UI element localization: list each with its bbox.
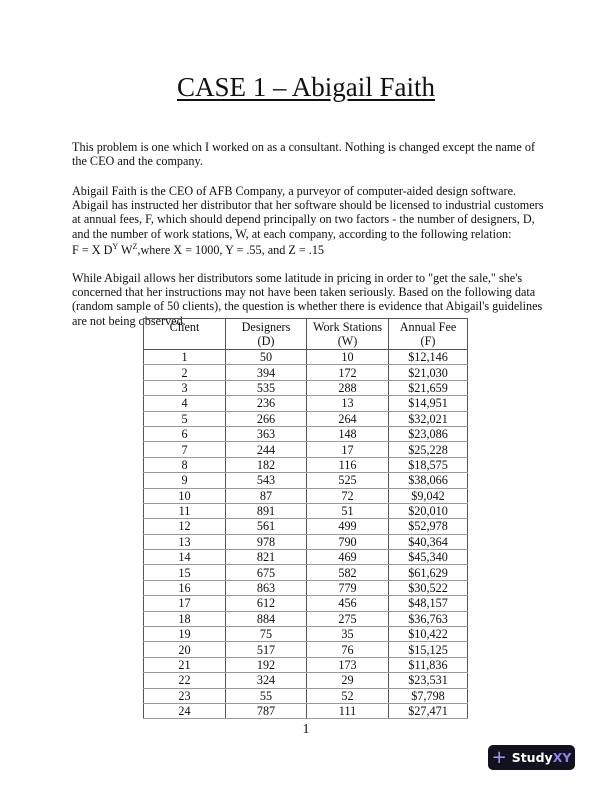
table-cell: 12: [144, 519, 226, 534]
table-cell: 19: [144, 627, 226, 642]
table-cell: 561: [226, 519, 307, 534]
table-cell: $23,086: [389, 426, 468, 441]
exponent-y: Y: [112, 242, 119, 251]
table-row: [144, 396, 468, 411]
table-cell: 525: [307, 473, 389, 488]
table-cell: $52,978: [389, 519, 468, 534]
table-cell: 6: [144, 426, 226, 441]
table-cell: 9: [144, 473, 226, 488]
table-cell: 2: [144, 365, 226, 380]
table-cell: 244: [226, 442, 307, 457]
table-cell: 17: [144, 596, 226, 611]
table-cell: 891: [226, 503, 307, 518]
table-row: [144, 565, 468, 580]
table-cell: 10: [144, 488, 226, 503]
table-cell: 10: [307, 350, 389, 365]
table-cell: 3: [144, 380, 226, 395]
table-cell: $40,364: [389, 534, 468, 549]
table-row: [144, 503, 468, 518]
table-cell: 173: [307, 657, 389, 672]
table-cell: $20,010: [389, 503, 468, 518]
table-cell: 23: [144, 688, 226, 703]
table-cell: 15: [144, 565, 226, 580]
table-cell: 787: [226, 703, 307, 718]
table-row: [144, 688, 468, 703]
table-row: [144, 411, 468, 426]
table-row: [144, 580, 468, 595]
table-row: [144, 611, 468, 626]
column-header: [307, 319, 389, 350]
table-cell: 55: [226, 688, 307, 703]
table-header-row: [144, 319, 468, 350]
table-cell: $45,340: [389, 550, 468, 565]
table-cell: 13: [307, 396, 389, 411]
table-row: [144, 426, 468, 441]
table-cell: 22: [144, 673, 226, 688]
table-cell: 543: [226, 473, 307, 488]
table-row: [144, 627, 468, 642]
table-row: [144, 642, 468, 657]
table-cell: 20: [144, 642, 226, 657]
table-cell: 1: [144, 350, 226, 365]
table-cell: $14,951: [389, 396, 468, 411]
table-row: [144, 473, 468, 488]
table-cell: $27,471: [389, 703, 468, 718]
table-cell: 192: [226, 657, 307, 672]
header-line-1: Work Stations: [312, 320, 383, 334]
table-cell: $30,522: [389, 580, 468, 595]
formula-rest: ,where X = 1000, Y = .55, and Z = .15: [137, 243, 325, 257]
formula: [72, 243, 547, 257]
table-cell: 35: [307, 627, 389, 642]
table-cell: $61,629: [389, 565, 468, 580]
table-cell: 76: [307, 642, 389, 657]
table-cell: 75: [226, 627, 307, 642]
table-row: [144, 657, 468, 672]
header-line-2: (F): [420, 334, 436, 348]
client-data-table: [143, 318, 468, 719]
table-cell: 675: [226, 565, 307, 580]
table-cell: 51: [307, 503, 389, 518]
table-cell: $23,531: [389, 673, 468, 688]
table-cell: $25,228: [389, 442, 468, 457]
table-cell: $21,030: [389, 365, 468, 380]
table-cell: 884: [226, 611, 307, 626]
column-header: [226, 319, 307, 350]
table-cell: 111: [307, 703, 389, 718]
table-cell: 13: [144, 534, 226, 549]
table-cell: 7: [144, 442, 226, 457]
table-row: [144, 365, 468, 380]
table-cell: 5: [144, 411, 226, 426]
table-row: [144, 442, 468, 457]
table-row: [144, 673, 468, 688]
table-row: [144, 457, 468, 472]
table-row: [144, 488, 468, 503]
table-cell: 779: [307, 580, 389, 595]
table-cell: 87: [226, 488, 307, 503]
table-cell: 790: [307, 534, 389, 549]
question-paragraph: While Abigail allows her distributors some latitude in pricing in order to "get the sale," she's concerned that her instructions may not have been taken seriously. Based on the following data (random sample of 50 clients), the question is whether there is evidence that Abigail's guidelines are not being observed.: [72, 271, 543, 328]
table-cell: 612: [226, 596, 307, 611]
table-cell: 363: [226, 426, 307, 441]
table-cell: $12,146: [389, 350, 468, 365]
document-title: CASE 1 – Abigail Faith: [176, 72, 436, 102]
plus-icon: +: [491, 746, 507, 768]
header-line-1: Designers: [241, 320, 291, 334]
table-cell: 29: [307, 673, 389, 688]
table-cell: 264: [307, 411, 389, 426]
table-cell: 182: [226, 457, 307, 472]
table-row: [144, 519, 468, 534]
studyxy-badge[interactable]: [488, 745, 575, 770]
exponent-z: Z: [132, 242, 138, 251]
table-cell: 17: [307, 442, 389, 457]
header-line-1: Client: [169, 320, 200, 334]
table-cell: 236: [226, 396, 307, 411]
table-cell: $7,798: [389, 688, 468, 703]
table-cell: 50: [226, 350, 307, 365]
table-cell: $9,042: [389, 488, 468, 503]
column-header: [389, 319, 468, 350]
table-cell: 72: [307, 488, 389, 503]
table-cell: $18,575: [389, 457, 468, 472]
header-line-2: (D): [257, 334, 275, 348]
table-cell: 266: [226, 411, 307, 426]
table-row: [144, 380, 468, 395]
badge-name: Study: [511, 750, 553, 765]
table-cell: 499: [307, 519, 389, 534]
badge-accent: XY: [552, 750, 572, 765]
table-cell: 11: [144, 503, 226, 518]
table-cell: $36,763: [389, 611, 468, 626]
table-cell: $48,157: [389, 596, 468, 611]
table-cell: 324: [226, 673, 307, 688]
table-row: [144, 350, 468, 365]
table-cell: 4: [144, 396, 226, 411]
table-cell: $32,021: [389, 411, 468, 426]
table-cell: 582: [307, 565, 389, 580]
table-cell: 288: [307, 380, 389, 395]
table-row: [144, 550, 468, 565]
column-header: [144, 319, 226, 350]
table-row: [144, 534, 468, 549]
formula-lhs: F = X D: [72, 243, 113, 257]
table-cell: 16: [144, 580, 226, 595]
table-cell: 148: [307, 426, 389, 441]
table-cell: 24: [144, 703, 226, 718]
table-cell: 469: [307, 550, 389, 565]
table-cell: 863: [226, 580, 307, 595]
table-row: [144, 703, 468, 718]
header-line-2: [144, 334, 225, 348]
table-cell: 14: [144, 550, 226, 565]
table-cell: $11,836: [389, 657, 468, 672]
table-cell: 21: [144, 657, 226, 672]
table-cell: 52: [307, 688, 389, 703]
table-cell: 116: [307, 457, 389, 472]
table-cell: 172: [307, 365, 389, 380]
table-cell: $21,659: [389, 380, 468, 395]
table-cell: 821: [226, 550, 307, 565]
table-cell: $38,066: [389, 473, 468, 488]
header-line-2: (W): [337, 334, 358, 348]
intro-paragraph: This problem is one which I worked on as a consultant. Nothing is changed except the name of the CEO and the company.: [72, 140, 536, 169]
table-row: [144, 596, 468, 611]
formula-w: W: [118, 243, 133, 257]
table-cell: 18: [144, 611, 226, 626]
background-paragraph: Abigail Faith is the CEO of AFB Company, a purveyor of computer-aided design software. Abigail has instructed her distributor that her software should be licensed to industrial customers at annual fees, F, which should depend principally on two factors - the number of designers, D, and the number of work stations, W, at each company, according to the following relation:: [72, 184, 544, 241]
table-cell: $10,422: [389, 627, 468, 642]
table-cell: 978: [226, 534, 307, 549]
table-cell: $15,125: [389, 642, 468, 657]
table-cell: 8: [144, 457, 226, 472]
table-cell: 275: [307, 611, 389, 626]
table-cell: 535: [226, 380, 307, 395]
header-line-1: Annual Fee: [399, 320, 457, 334]
table-cell: 517: [226, 642, 307, 657]
page-number: 1: [302, 722, 310, 737]
table-cell: 456: [307, 596, 389, 611]
table-cell: 394: [226, 365, 307, 380]
